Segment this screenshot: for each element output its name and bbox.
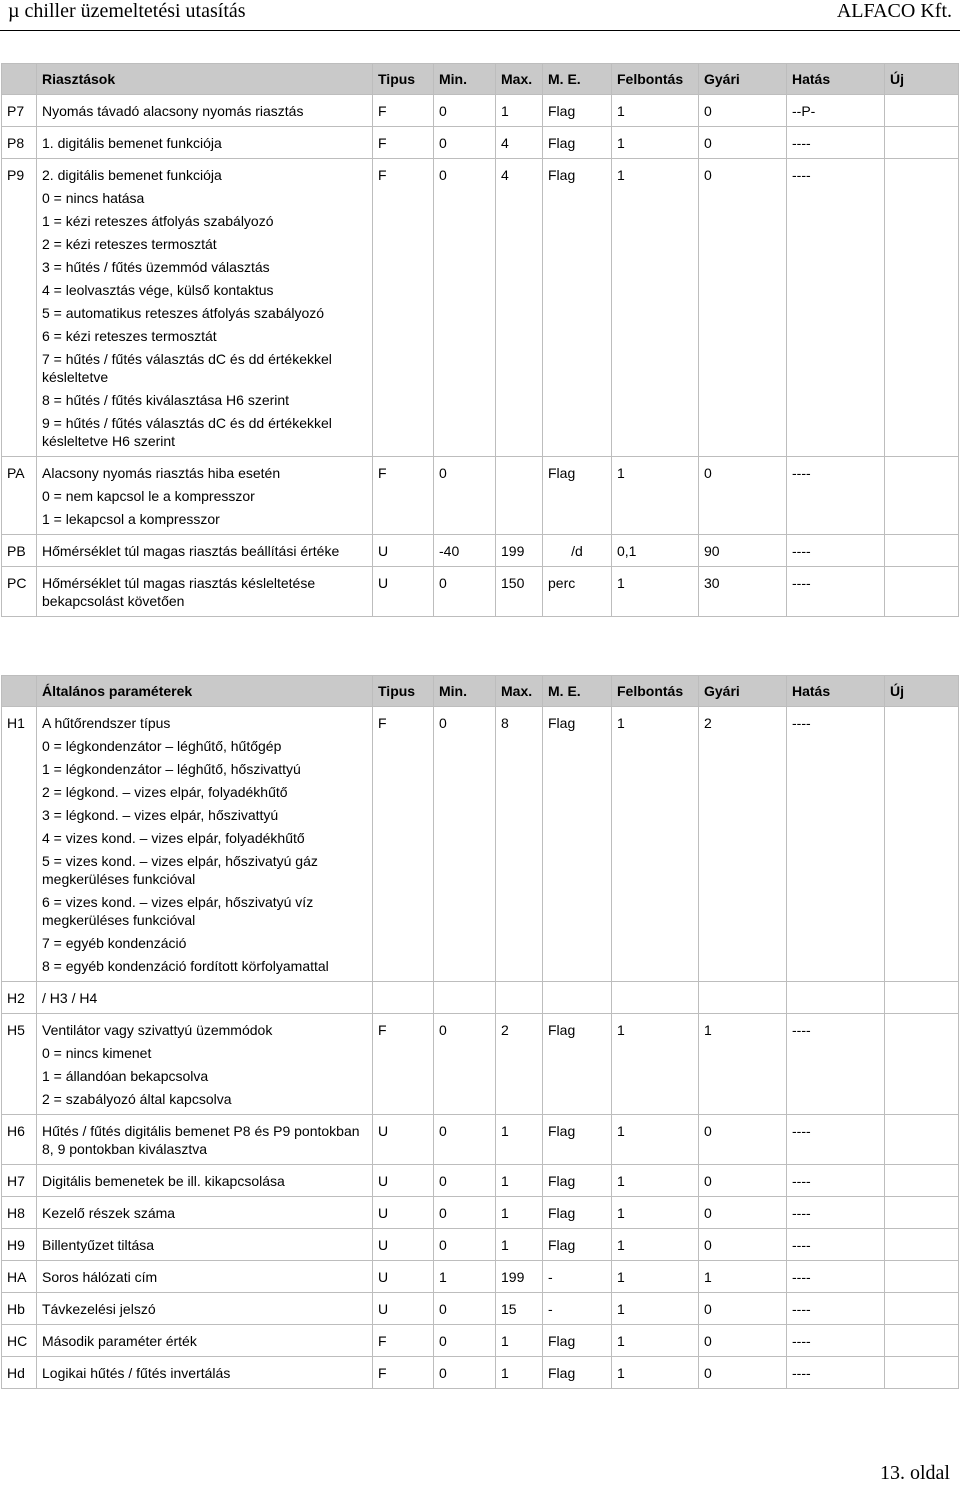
cell-me: Flag xyxy=(543,1229,612,1261)
cell-gyari: 0 xyxy=(699,1357,787,1389)
option-line: 0 = légkondenzátor – léghűtő, hűtőgép xyxy=(42,738,282,754)
option-line: 4 = vizes kond. – vizes elpár, folyadékhűtő xyxy=(42,830,305,846)
cell-me: Flag xyxy=(543,95,612,127)
parameter-name: Kezelő részek száma xyxy=(42,1205,176,1221)
header-hatas: Hatás xyxy=(787,676,885,707)
cell-uj xyxy=(885,707,959,982)
option-line: 1 = légkondenzátor – léghűtő, hőszivattyú xyxy=(42,761,301,777)
cell-description xyxy=(37,1325,373,1357)
table-row xyxy=(2,1293,959,1325)
cell-uj xyxy=(885,159,959,457)
option-line: 8 = hűtés / fűtés kiválasztása H6 szerint xyxy=(42,392,290,408)
cell-code: H1 xyxy=(2,707,37,982)
table-row xyxy=(2,1261,959,1293)
option-line: 6 = vizes kond. – vizes elpár, hőszivatyú víz megkerüléses funkcióval xyxy=(42,894,314,928)
cell-hatas: --P- xyxy=(787,95,885,127)
cell-felbontas: 1 xyxy=(612,127,699,159)
cell-gyari: 0 xyxy=(699,1165,787,1197)
cell-hatas: ---- xyxy=(787,1165,885,1197)
option-line: 3 = hűtés / fűtés üzemmód választás xyxy=(42,259,270,275)
cell-min: 0 xyxy=(434,127,496,159)
cell-gyari: 30 xyxy=(699,567,787,617)
cell-max xyxy=(496,982,543,1014)
table-row xyxy=(2,982,959,1014)
header-uj: Új xyxy=(885,676,959,707)
cell-uj xyxy=(885,457,959,535)
cell-gyari: 2 xyxy=(699,707,787,982)
cell-felbontas: 0,1 xyxy=(612,535,699,567)
cell-max: 150 xyxy=(496,567,543,617)
cell-description xyxy=(37,159,373,457)
cell-hatas: ---- xyxy=(787,707,885,982)
cell-felbontas: 1 xyxy=(612,1115,699,1165)
option-line: 7 = hűtés / fűtés választás dC és dd értékekkel késleltetve xyxy=(42,351,332,385)
cell-max: 1 xyxy=(496,95,543,127)
parameter-name: / H3 / H4 xyxy=(42,990,98,1006)
cell-max: 1 xyxy=(496,1357,543,1389)
cell-code: P7 xyxy=(2,95,37,127)
header-min: Min. xyxy=(434,676,496,707)
cell-tipus: U xyxy=(373,1165,434,1197)
cell-gyari: 0 xyxy=(699,1293,787,1325)
table-row xyxy=(2,1197,959,1229)
cell-tipus: F xyxy=(373,1325,434,1357)
cell-felbontas: 1 xyxy=(612,1014,699,1115)
cell-uj xyxy=(885,1261,959,1293)
table-row xyxy=(2,1014,959,1115)
cell-felbontas: 1 xyxy=(612,1197,699,1229)
cell-felbontas: 1 xyxy=(612,159,699,457)
cell-gyari: 1 xyxy=(699,1014,787,1115)
cell-min: 0 xyxy=(434,1293,496,1325)
cell-description xyxy=(37,1115,373,1165)
option-line: 7 = egyéb kondenzáció xyxy=(42,935,187,951)
cell-hatas: ---- xyxy=(787,1229,885,1261)
cell-code: PB xyxy=(2,535,37,567)
cell-min: 0 xyxy=(434,95,496,127)
header-max: Max. xyxy=(496,64,543,95)
cell-tipus: F xyxy=(373,1014,434,1115)
cell-me xyxy=(543,982,612,1014)
table-row xyxy=(2,159,959,457)
table-row xyxy=(2,707,959,982)
cell-min: 0 xyxy=(434,1115,496,1165)
option-line: 0 = nem kapcsol le a kompresszor xyxy=(42,488,255,504)
cell-hatas: ---- xyxy=(787,457,885,535)
header-tipus: Tipus xyxy=(373,64,434,95)
cell-description xyxy=(37,1357,373,1389)
cell-tipus: U xyxy=(373,1261,434,1293)
cell-description xyxy=(37,1229,373,1261)
cell-description xyxy=(37,1293,373,1325)
table-row xyxy=(2,1325,959,1357)
cell-hatas: ---- xyxy=(787,1261,885,1293)
cell-code: H6 xyxy=(2,1115,37,1165)
cell-gyari: 0 xyxy=(699,457,787,535)
cell-max: 4 xyxy=(496,127,543,159)
cell-description xyxy=(37,1197,373,1229)
cell-description xyxy=(37,535,373,567)
cell-min: 0 xyxy=(434,1014,496,1115)
option-line: 1 = kézi reteszes átfolyás szabályozó xyxy=(42,213,274,229)
parameter-name: A hűtőrendszer típus xyxy=(42,715,171,731)
cell-description xyxy=(37,1261,373,1293)
cell-description xyxy=(37,1014,373,1115)
table-row xyxy=(2,1229,959,1261)
parameter-name: Billentyűzet tiltása xyxy=(42,1237,155,1253)
cell-code: H8 xyxy=(2,1197,37,1229)
general-parameters-table xyxy=(1,675,959,1389)
cell-uj xyxy=(885,1357,959,1389)
cell-hatas: ---- xyxy=(787,1293,885,1325)
cell-max: 1 xyxy=(496,1197,543,1229)
cell-description xyxy=(37,567,373,617)
cell-code: H2 xyxy=(2,982,37,1014)
option-line: 9 = hűtés / fűtés választás dC és dd értékekkel késleltetve H6 szerint xyxy=(42,415,332,449)
option-line: 1 = lekapcsol a kompresszor xyxy=(42,511,220,527)
cell-min: 0 xyxy=(434,1357,496,1389)
cell-uj xyxy=(885,982,959,1014)
cell-tipus xyxy=(373,982,434,1014)
cell-me: - xyxy=(543,1261,612,1293)
option-line: 2 = kézi reteszes termosztát xyxy=(42,236,217,252)
header-max: Max. xyxy=(496,676,543,707)
cell-gyari: 90 xyxy=(699,535,787,567)
cell-max: 15 xyxy=(496,1293,543,1325)
cell-uj xyxy=(885,127,959,159)
option-line: 5 = automatikus reteszes átfolyás szabályozó xyxy=(42,305,325,321)
option-line: 3 = légkond. – vizes elpár, hőszivattyú xyxy=(42,807,279,823)
cell-tipus: F xyxy=(373,159,434,457)
cell-tipus: F xyxy=(373,707,434,982)
cell-code: Hd xyxy=(2,1357,37,1389)
parameter-name: Hőmérséklet túl magas riasztás késleltetése bekapcsolást követően xyxy=(42,575,316,609)
cell-felbontas: 1 xyxy=(612,1293,699,1325)
cell-uj xyxy=(885,535,959,567)
header-gyari: Gyári xyxy=(699,64,787,95)
cell-code: H7 xyxy=(2,1165,37,1197)
cell-gyari: 0 xyxy=(699,1115,787,1165)
cell-max: 4 xyxy=(496,159,543,457)
option-line: 1 = állandóan bekapcsolva xyxy=(42,1068,209,1084)
cell-me: perc xyxy=(543,567,612,617)
cell-tipus: U xyxy=(373,1115,434,1165)
cell-me: /d xyxy=(543,535,612,567)
cell-me: Flag xyxy=(543,1325,612,1357)
cell-gyari: 0 xyxy=(699,95,787,127)
cell-tipus: U xyxy=(373,535,434,567)
cell-gyari: 0 xyxy=(699,1197,787,1229)
table-row xyxy=(2,127,959,159)
cell-me: - xyxy=(543,1293,612,1325)
cell-min: 0 xyxy=(434,567,496,617)
table-row xyxy=(2,1165,959,1197)
cell-uj xyxy=(885,1115,959,1165)
cell-code: P8 xyxy=(2,127,37,159)
parameter-name: Hőmérséklet túl magas riasztás beállítási értéke xyxy=(42,543,340,559)
cell-me: Flag xyxy=(543,457,612,535)
cell-description xyxy=(37,707,373,982)
cell-uj xyxy=(885,567,959,617)
cell-gyari: 0 xyxy=(699,1325,787,1357)
cell-description xyxy=(37,982,373,1014)
cell-hatas: ---- xyxy=(787,1197,885,1229)
table-row xyxy=(2,535,959,567)
table-header-row xyxy=(2,676,959,707)
parameter-name: Soros hálózati cím xyxy=(42,1269,158,1285)
option-line: 5 = vizes kond. – vizes elpár, hőszivatyú gáz megkerüléses funkcióval xyxy=(42,853,318,887)
table-row xyxy=(2,1357,959,1389)
header-name: Riasztások xyxy=(37,64,373,95)
cell-min: 0 xyxy=(434,1325,496,1357)
cell-min: 1 xyxy=(434,1261,496,1293)
cell-felbontas: 1 xyxy=(612,1261,699,1293)
cell-max: 199 xyxy=(496,1261,543,1293)
cell-uj xyxy=(885,1293,959,1325)
page-number: 13. oldal xyxy=(880,1462,950,1484)
cell-code: H5 xyxy=(2,1014,37,1115)
option-line: 8 = egyéb kondenzáció fordított körfolyamattal xyxy=(42,958,329,974)
header-me: M. E. xyxy=(543,64,612,95)
header-name: Általános paraméterek xyxy=(37,676,373,707)
cell-me: Flag xyxy=(543,1165,612,1197)
table-row xyxy=(2,567,959,617)
cell-felbontas: 1 xyxy=(612,1229,699,1261)
cell-felbontas: 1 xyxy=(612,1325,699,1357)
cell-min: 0 xyxy=(434,159,496,457)
option-line: 6 = kézi reteszes termosztát xyxy=(42,328,217,344)
cell-max: 1 xyxy=(496,1115,543,1165)
cell-max xyxy=(496,457,543,535)
option-line: 0 = nincs kimenet xyxy=(42,1045,152,1061)
cell-description xyxy=(37,1165,373,1197)
cell-description xyxy=(37,95,373,127)
cell-code: H9 xyxy=(2,1229,37,1261)
cell-min: 0 xyxy=(434,1197,496,1229)
cell-me: Flag xyxy=(543,1197,612,1229)
cell-code: P9 xyxy=(2,159,37,457)
cell-code: PC xyxy=(2,567,37,617)
cell-uj xyxy=(885,1165,959,1197)
cell-tipus: U xyxy=(373,1197,434,1229)
cell-gyari: 1 xyxy=(699,1261,787,1293)
cell-min: 0 xyxy=(434,1165,496,1197)
cell-code: HC xyxy=(2,1325,37,1357)
parameter-name: 1. digitális bemenet funkciója xyxy=(42,135,222,151)
cell-description xyxy=(37,127,373,159)
cell-tipus: U xyxy=(373,1293,434,1325)
table-row xyxy=(2,457,959,535)
cell-hatas: ---- xyxy=(787,1115,885,1165)
header-me: M. E. xyxy=(543,676,612,707)
cell-gyari xyxy=(699,982,787,1014)
cell-gyari: 0 xyxy=(699,1229,787,1261)
parameter-name: Hűtés / fűtés digitális bemenet P8 és P9 pontokban 8, 9 pontokban kiválasztva xyxy=(42,1123,360,1157)
cell-code: HA xyxy=(2,1261,37,1293)
company-name: ALFACO Kft. xyxy=(836,0,952,22)
parameter-name: Távkezelési jelszó xyxy=(42,1301,156,1317)
cell-me: Flag xyxy=(543,707,612,982)
cell-max: 8 xyxy=(496,707,543,982)
table-row xyxy=(2,95,959,127)
header-gyari: Gyári xyxy=(699,676,787,707)
header-code xyxy=(2,676,37,707)
cell-min: 0 xyxy=(434,457,496,535)
alarms-table xyxy=(1,63,959,617)
cell-tipus: U xyxy=(373,567,434,617)
cell-uj xyxy=(885,1229,959,1261)
cell-hatas: ---- xyxy=(787,567,885,617)
cell-min xyxy=(434,982,496,1014)
header-felbontas: Felbontás xyxy=(612,64,699,95)
cell-me: Flag xyxy=(543,1357,612,1389)
cell-hatas: ---- xyxy=(787,1325,885,1357)
header-min: Min. xyxy=(434,64,496,95)
cell-description xyxy=(37,457,373,535)
cell-min: 0 xyxy=(434,1229,496,1261)
document-title: µ chiller üzemeltetési utasítás xyxy=(8,0,246,22)
cell-tipus: F xyxy=(373,1357,434,1389)
cell-hatas: ---- xyxy=(787,1357,885,1389)
table-header-row xyxy=(2,64,959,95)
cell-code: Hb xyxy=(2,1293,37,1325)
header-hatas: Hatás xyxy=(787,64,885,95)
cell-tipus: F xyxy=(373,95,434,127)
cell-uj xyxy=(885,1197,959,1229)
header-rule xyxy=(0,30,960,31)
option-line: 2 = szabályozó által kapcsolva xyxy=(42,1091,232,1107)
parameter-name: Logikai hűtés / fűtés invertálás xyxy=(42,1365,231,1381)
cell-tipus: U xyxy=(373,1229,434,1261)
cell-gyari: 0 xyxy=(699,159,787,457)
cell-max: 199 xyxy=(496,535,543,567)
cell-min: 0 xyxy=(434,707,496,982)
parameter-name: 2. digitális bemenet funkciója xyxy=(42,167,222,183)
option-line: 4 = leolvasztás vége, külső kontaktus xyxy=(42,282,274,298)
cell-hatas: ---- xyxy=(787,127,885,159)
cell-me: Flag xyxy=(543,1115,612,1165)
cell-code: PA xyxy=(2,457,37,535)
parameter-name: Ventilátor vagy szivattyú üzemmódok xyxy=(42,1022,273,1038)
cell-max: 1 xyxy=(496,1229,543,1261)
cell-max: 1 xyxy=(496,1165,543,1197)
option-line: 0 = nincs hatása xyxy=(42,190,145,206)
cell-felbontas: 1 xyxy=(612,567,699,617)
header-code xyxy=(2,64,37,95)
cell-max: 1 xyxy=(496,1325,543,1357)
header-felbontas: Felbontás xyxy=(612,676,699,707)
parameter-name: Alacsony nyomás riasztás hiba esetén xyxy=(42,465,281,481)
cell-uj xyxy=(885,1014,959,1115)
cell-me: Flag xyxy=(543,159,612,457)
cell-tipus: F xyxy=(373,457,434,535)
cell-me: Flag xyxy=(543,127,612,159)
cell-tipus: F xyxy=(373,127,434,159)
cell-gyari: 0 xyxy=(699,127,787,159)
parameter-name: Nyomás távadó alacsony nyomás riasztás xyxy=(42,103,304,119)
cell-hatas: ---- xyxy=(787,159,885,457)
cell-me: Flag xyxy=(543,1014,612,1115)
parameter-name: Digitális bemenetek be ill. kikapcsolása xyxy=(42,1173,285,1189)
cell-uj xyxy=(885,1325,959,1357)
header-uj: Új xyxy=(885,64,959,95)
cell-hatas: ---- xyxy=(787,1014,885,1115)
cell-uj xyxy=(885,95,959,127)
cell-felbontas: 1 xyxy=(612,95,699,127)
cell-hatas: ---- xyxy=(787,535,885,567)
cell-max: 2 xyxy=(496,1014,543,1115)
header-tipus: Tipus xyxy=(373,676,434,707)
cell-felbontas xyxy=(612,982,699,1014)
page-header xyxy=(0,0,960,32)
option-line: 2 = légkond. – vizes elpár, folyadékhűtő xyxy=(42,784,288,800)
cell-felbontas: 1 xyxy=(612,1357,699,1389)
cell-felbontas: 1 xyxy=(612,707,699,982)
cell-min: -40 xyxy=(434,535,496,567)
cell-felbontas: 1 xyxy=(612,457,699,535)
table-row xyxy=(2,1115,959,1165)
cell-felbontas: 1 xyxy=(612,1165,699,1197)
parameter-name: Második paraméter érték xyxy=(42,1333,197,1349)
cell-hatas xyxy=(787,982,885,1014)
